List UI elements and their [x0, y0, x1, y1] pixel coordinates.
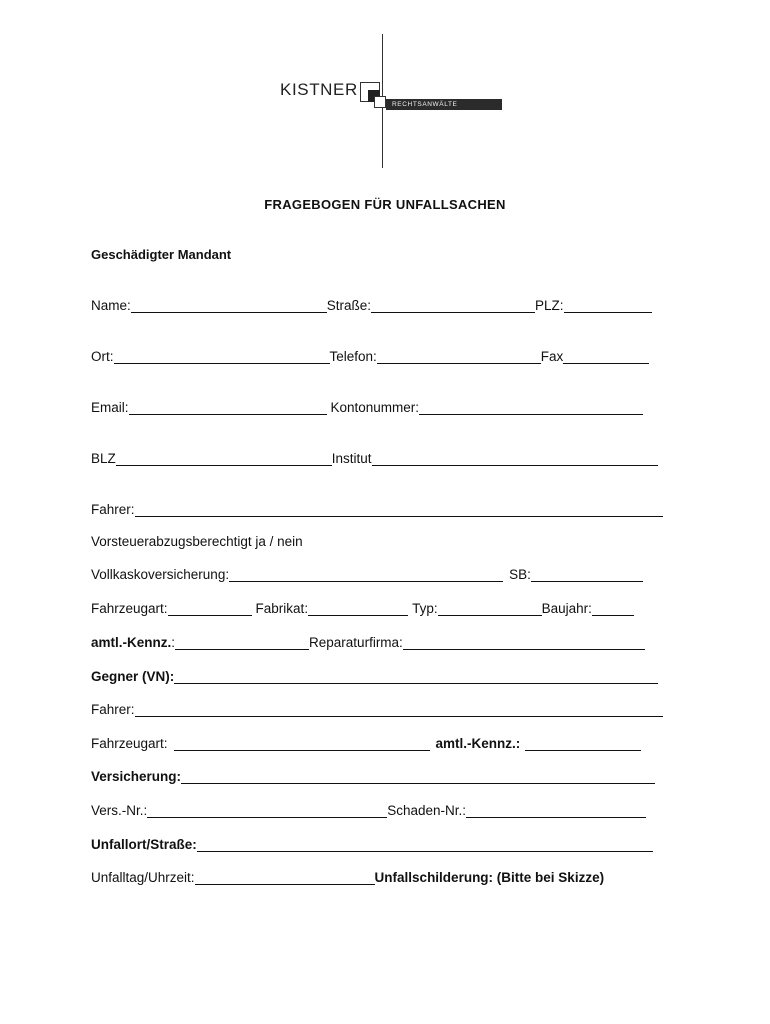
logo-subtitle-band: RECHTSANWÄLTE	[386, 99, 502, 110]
label-vers-nr: Vers.-Nr.:	[91, 803, 148, 818]
label-vollkasko: Vollkaskoversicherung:	[91, 567, 230, 582]
label-fahrzeugart: Fahrzeugart:	[91, 601, 168, 616]
label-unfallschilderung: Unfallschilderung: (Bitte bei Skizze)	[374, 870, 605, 885]
row-name-address	[91, 298, 652, 313]
row-driver	[91, 502, 663, 517]
input-line-fahrer[interactable]	[135, 502, 663, 517]
input-line-ort[interactable]	[114, 349, 330, 364]
input-line-gegner-fahrer[interactable]	[135, 702, 663, 717]
input-line-name[interactable]	[131, 298, 327, 313]
label-amtl-kennz-colon: :	[171, 635, 176, 650]
input-line-amtl-kennz[interactable]	[175, 635, 309, 650]
input-line-institut[interactable]	[372, 451, 658, 466]
label-gegner-fahrer: Fahrer:	[91, 702, 135, 717]
input-line-fahrzeugart[interactable]	[168, 601, 252, 616]
row-accident-location	[91, 837, 653, 852]
label-typ: Typ:	[412, 601, 438, 616]
label-unfallort: Unfallort/Straße:	[91, 837, 197, 852]
row-opponent-insurance	[91, 769, 655, 784]
input-line-fax[interactable]	[563, 349, 649, 364]
label-vorsteuer[interactable]: Vorsteuerabzugsberechtigt ja / nein	[91, 534, 303, 549]
logo-square-small	[374, 96, 386, 108]
input-line-fabrikat[interactable]	[308, 601, 408, 616]
input-line-unfallort[interactable]	[197, 837, 653, 852]
input-line-typ[interactable]	[438, 601, 542, 616]
input-line-kontonummer[interactable]	[419, 400, 643, 415]
label-blz: BLZ	[91, 451, 116, 466]
row-email-account	[91, 400, 643, 415]
label-telefon: Telefon:	[329, 349, 377, 364]
label-email: Email:	[91, 400, 129, 415]
row-policy-claim	[91, 803, 646, 818]
input-line-vers-nr[interactable]	[147, 803, 387, 818]
row-opponent-vehicle	[91, 736, 641, 751]
label-name: Name:	[91, 298, 131, 313]
input-line-gegner-amtl-kennz[interactable]	[525, 736, 641, 751]
label-fahrer: Fahrer:	[91, 502, 135, 517]
label-strasse: Straße:	[326, 298, 372, 313]
label-schaden-nr: Schaden-Nr.:	[387, 803, 467, 818]
input-line-reparaturfirma[interactable]	[403, 635, 645, 650]
section-heading-client: Geschädigter Mandant	[91, 247, 232, 262]
label-fax: Fax	[540, 349, 564, 364]
input-line-schaden-nr[interactable]	[466, 803, 646, 818]
label-fabrikat: Fabrikat:	[255, 601, 309, 616]
label-institut: Institut	[331, 451, 372, 466]
row-opponent-driver	[91, 702, 663, 717]
input-line-strasse[interactable]	[371, 298, 535, 313]
row-plate-repair	[91, 635, 645, 650]
input-line-plz[interactable]	[564, 298, 652, 313]
input-line-vollkasko[interactable]	[229, 567, 503, 582]
form-title: FRAGEBOGEN FÜR UNFALLSACHEN	[264, 197, 506, 212]
input-line-gegner[interactable]	[174, 669, 658, 684]
input-line-gegner-fahrzeugart[interactable]	[174, 736, 430, 751]
label-gegner: Gegner (VN):	[91, 669, 175, 684]
label-reparaturfirma: Reparaturfirma:	[309, 635, 403, 650]
input-line-blz[interactable]	[116, 451, 332, 466]
row-opponent	[91, 669, 658, 684]
input-line-baujahr[interactable]	[592, 601, 634, 616]
label-kontonummer: Kontonummer:	[330, 400, 420, 415]
logo-wordmark: KISTNER	[280, 80, 358, 99]
input-line-email[interactable]	[129, 400, 327, 415]
label-gegner-amtl-kennz: amtl.-Kennz.:	[435, 736, 521, 751]
label-amtl-kennz: amtl.-Kennz.	[91, 635, 172, 650]
input-line-telefon[interactable]	[377, 349, 541, 364]
row-insurance	[91, 567, 643, 582]
input-line-versicherung[interactable]	[181, 769, 655, 784]
label-versicherung: Versicherung:	[91, 769, 182, 784]
row-bank	[91, 451, 658, 466]
row-city-phone	[91, 349, 649, 364]
label-baujahr: Baujahr:	[541, 601, 592, 616]
label-ort: Ort:	[91, 349, 114, 364]
row-vat	[91, 534, 303, 549]
label-sb: SB:	[509, 567, 531, 582]
company-logo	[278, 34, 508, 170]
input-line-sb[interactable]	[531, 567, 643, 582]
label-unfalltag: Unfalltag/Uhrzeit:	[91, 870, 195, 885]
row-accident-date	[91, 870, 604, 885]
input-line-unfalltag[interactable]	[195, 870, 375, 885]
label-plz: PLZ:	[535, 298, 564, 313]
label-gegner-fahrzeugart: Fahrzeugart:	[91, 736, 168, 751]
row-vehicle	[91, 601, 634, 616]
